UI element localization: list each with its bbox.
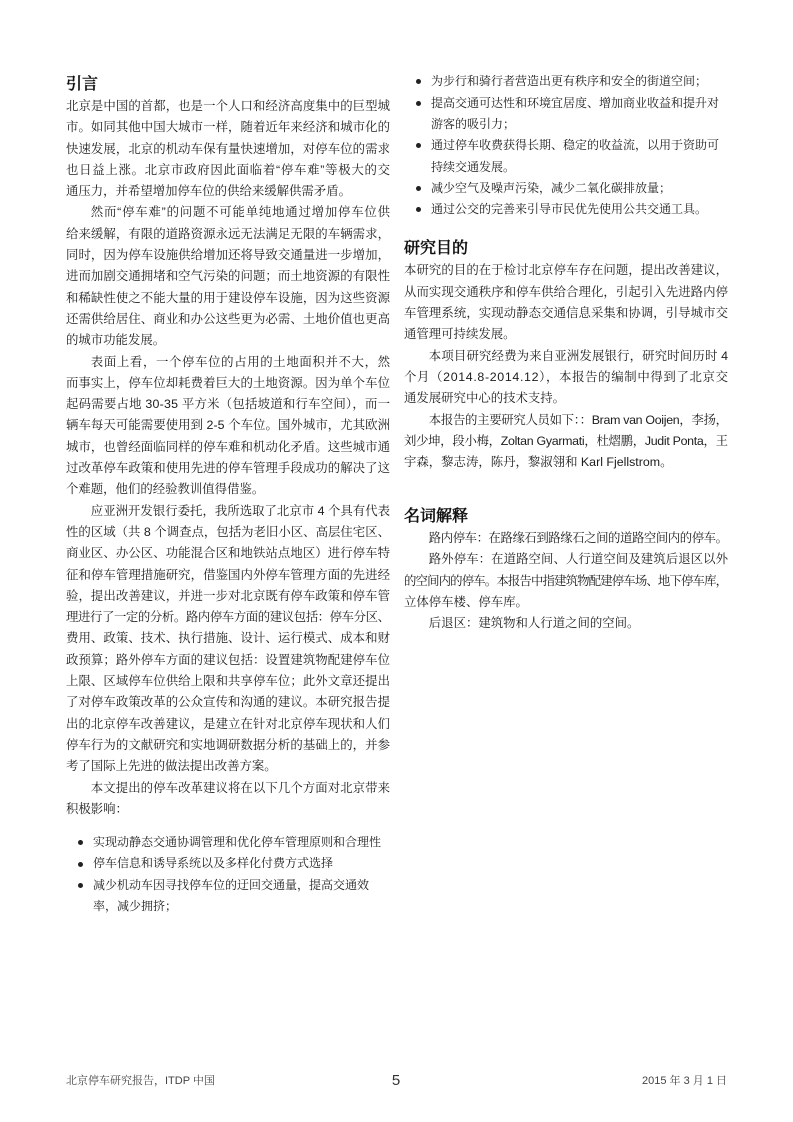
text-line: 积极影响： <box>66 801 128 816</box>
bullet-item <box>404 199 728 220</box>
text-line: 性的区域（共 8 个调查点，包括为老旧小区、高层住宅区、 <box>66 524 391 539</box>
text-line: 应亚洲开发银行委托，我所选取了北京市 4 个具有代表 <box>90 503 391 518</box>
text-line: 后退区：建筑物和人行道之间的空间。 <box>428 616 640 631</box>
footer-page-number: 5 <box>391 1072 401 1089</box>
text-line: 过改革停车政策和使用先进的停车管理手段成功的解决了这 <box>66 461 391 476</box>
text-line: 而事实上，停车位却耗费着巨大的土地资源。因为单个车位 <box>66 375 391 390</box>
glossary-entry-setback <box>404 613 728 634</box>
text-line: 的城市功能发展。 <box>66 333 166 348</box>
bullet-text <box>431 135 728 178</box>
bullet-dot-icon <box>416 101 421 106</box>
intro-paragraph-2 <box>66 202 390 351</box>
text-line: 个难题，他们的经验教训值得借鉴。 <box>66 482 265 497</box>
text-line: 本研究的目的在于检讨北京停车存在问题，提出改善建议， <box>404 263 729 278</box>
glossary-entry-on-street <box>404 528 728 549</box>
bullet-text <box>431 178 728 199</box>
intro-paragraph-5 <box>66 778 390 821</box>
text-line: 提高交通可达性和环境宜居度、增加商业收益和提升对 <box>431 95 720 110</box>
text-line: 的空间内的停车。本报告中指建筑物配建停车场、地下停车库， <box>404 573 728 588</box>
intro-paragraph-4 <box>66 501 390 778</box>
text-line: 从而实现交通秩序和停车供给合理化，引起引入先进路内停 <box>404 284 729 299</box>
right-column <box>404 71 728 634</box>
text-line: 出的北京停车改善建议，是建立在针对北京停车现状和人们 <box>66 716 391 731</box>
intro-paragraph-1 <box>66 96 390 202</box>
text-line: 进而加剧交通拥堵和空气污染的问题；而土地资源的有限性 <box>66 269 391 284</box>
bullet-text <box>93 832 390 853</box>
bullet-item <box>66 853 390 874</box>
footer-report-title: 北京停车研究报告，ITDP 中国 <box>66 1075 215 1087</box>
bullet-dot-icon <box>416 79 421 84</box>
section-heading-purpose: 研究目的 <box>404 240 469 258</box>
text-line: 北京是中国的首都，也是一个人口和经济高度集中的巨型城 <box>66 99 391 113</box>
glossary-entry-off-street <box>404 549 728 613</box>
text-line: 验，提出改善建议，并进一步对北京既有停车政策和停车管 <box>66 588 391 603</box>
bullet-dot-icon <box>78 840 83 845</box>
bullet-text <box>431 71 728 92</box>
bullet-dot-icon <box>416 186 421 191</box>
text-line: 市。如同其他中国大城市一样，随着近年来经济和城市化的 <box>66 120 391 135</box>
bullet-text <box>93 853 390 874</box>
impact-bullet-list <box>66 832 390 917</box>
text-line: 起码需要占地 30-35 平方米（包括坡道和行车空间），而一 <box>66 397 391 412</box>
text-line: 停车信息和诱导系统以及多样化付费方式选择 <box>93 856 334 871</box>
text-line: 路外停车：在道路空间、人行道空间及建筑后退区以外 <box>428 552 729 567</box>
text-line: 通发展研究中心的技术支持。 <box>404 391 566 406</box>
bullet-dot-icon <box>416 207 421 212</box>
text-line: 持续交通发展。 <box>431 159 516 174</box>
bullet-item <box>404 178 728 199</box>
bullet-item <box>66 832 390 853</box>
text-line: 还需供给居住、商业和办公这些更为必需、土地价值也更高 <box>66 311 391 326</box>
bullet-dot-icon <box>78 862 83 867</box>
text-line: 刘少坤，段小梅，Zoltan Gyarmati，杜熠鹏，Judit Ponta，王 <box>404 433 728 448</box>
text-line: 和稀缺性使之不能大量的用于建设停车设施，因为这些资源 <box>66 290 391 305</box>
left-column <box>66 74 390 917</box>
text-line: 快速发展，北京的机动车保有量快速增加，对停车位的需求 <box>66 141 391 156</box>
bullet-dot-icon <box>78 883 83 888</box>
text-line: 同时，因为停车设施供给增加还将导致交通量进一步增加， <box>66 248 391 263</box>
text-line: 游客的吸引力； <box>431 116 516 131</box>
text-line: 通管理可持续发展。 <box>404 327 516 342</box>
text-line: 也日益上涨。北京市政府因此面临着“停车难”等极大的交 <box>66 162 391 177</box>
text-line: 给来缓解，有限的道路资源永远无法满足无限的车辆需求， <box>66 226 391 241</box>
text-line: 为步行和骑行者营造出更有秩序和安全的街道空间； <box>431 74 708 89</box>
text-line: 车管理系统，实现动静态交通信息采集和协调，引导城市交 <box>404 306 729 321</box>
text-line: 路内停车：在路缘石到路缘石之间的道路空间内的停车。 <box>428 530 728 545</box>
text-line: 宇森，黎志涛，陈丹，黎淑翎和 Karl Fjellstrom。 <box>404 455 673 470</box>
text-line: 了对停车政策改革的公众宣传和沟通的建议。本研究报告提 <box>66 695 391 710</box>
text-line: 减少空气及噪声污染，减少二氧化碳排放量； <box>431 180 672 195</box>
text-line: 停车行为的文献研究和实地调研数据分析的基础上的，并参 <box>66 737 391 752</box>
bullet-text <box>93 875 390 918</box>
footer-date: 2015 年 3 月 1 日 <box>642 1075 727 1087</box>
bullet-item <box>404 71 728 92</box>
text-line: 本项目研究经费为来自亚洲发展银行，研究时间历时 4 <box>428 348 729 363</box>
text-line: 城市，也曾经面临同样的停车难和机动化矛盾。这些城市通 <box>66 439 391 454</box>
text-line: 通过公交的完善来引导市民优先使用公共交通工具。 <box>431 202 708 217</box>
text-line: 上限、区域停车位供给上限和共享停车位；此外文章还提出 <box>66 674 391 689</box>
text-line: 然而“停车难”的问题不可能单纯地通过增加停车位供 <box>90 205 391 220</box>
text-line: 辆车每天可能需要使用到 2-5 个车位。国外城市，尤其欧洲 <box>66 418 391 433</box>
text-line: 考了国际上先进的做法提出改善方案。 <box>66 759 277 774</box>
intro-paragraph-3 <box>66 352 390 501</box>
bullet-text <box>431 199 728 220</box>
text-line: 政预算；路外停车方面的建议包括：设置建筑物配建停车位 <box>66 652 391 667</box>
text-line: 本报告的主要研究人员如下：：Bram van Ooijen，李扬， <box>428 412 728 427</box>
text-line: 通过停车收费获得长期、稳定的收益流，以用于资助可 <box>431 138 720 153</box>
bullet-dot-icon <box>416 143 421 148</box>
section-heading-glossary: 名词解释 <box>404 507 469 525</box>
benefit-bullet-list <box>404 71 728 220</box>
bullet-item <box>404 135 728 178</box>
text-line: 通压力，并希望增加停车位的供给来缓解供需矛盾。 <box>66 184 351 199</box>
text-line: 费用、政策、技术、执行措施、设计、运行模式、成本和财 <box>66 631 391 646</box>
text-line: 率，减少拥挤； <box>93 898 178 913</box>
text-line: 商业区、办公区、功能混合区和地铁站点地区）进行停车特 <box>66 546 391 561</box>
text-line: 理进行了一定的分析。路内停车方面的建议包括：停车分区、 <box>66 610 390 625</box>
text-line: 实现动静态交通协调管理和优化停车管理原则和合理性 <box>93 835 382 850</box>
text-line: 本文提出的停车改革建议将在以下几个方面对北京带来 <box>90 780 391 795</box>
text-line: 征和停车管理措施研究，借鉴国内外停车管理方面的先进经 <box>66 567 391 582</box>
bullet-text <box>431 93 728 136</box>
section-heading-intro: 引言 <box>66 76 99 93</box>
bullet-item <box>66 875 390 918</box>
text-line: 减少机动车因寻找停车位的迂回交通量，提高交通效 <box>93 877 370 892</box>
purpose-paragraph-2 <box>404 346 728 410</box>
text-line: 个月（2014.8-2014.12），本报告的编制中得到了北京交 <box>404 369 729 384</box>
purpose-paragraph-3 <box>404 410 728 474</box>
bullet-item <box>404 93 728 136</box>
text-line: 表面上看，一个停车位的占用的土地面积并不大，然 <box>90 354 391 369</box>
purpose-paragraph-1 <box>404 260 728 345</box>
text-line: 立体停车楼、停车库。 <box>404 594 528 609</box>
